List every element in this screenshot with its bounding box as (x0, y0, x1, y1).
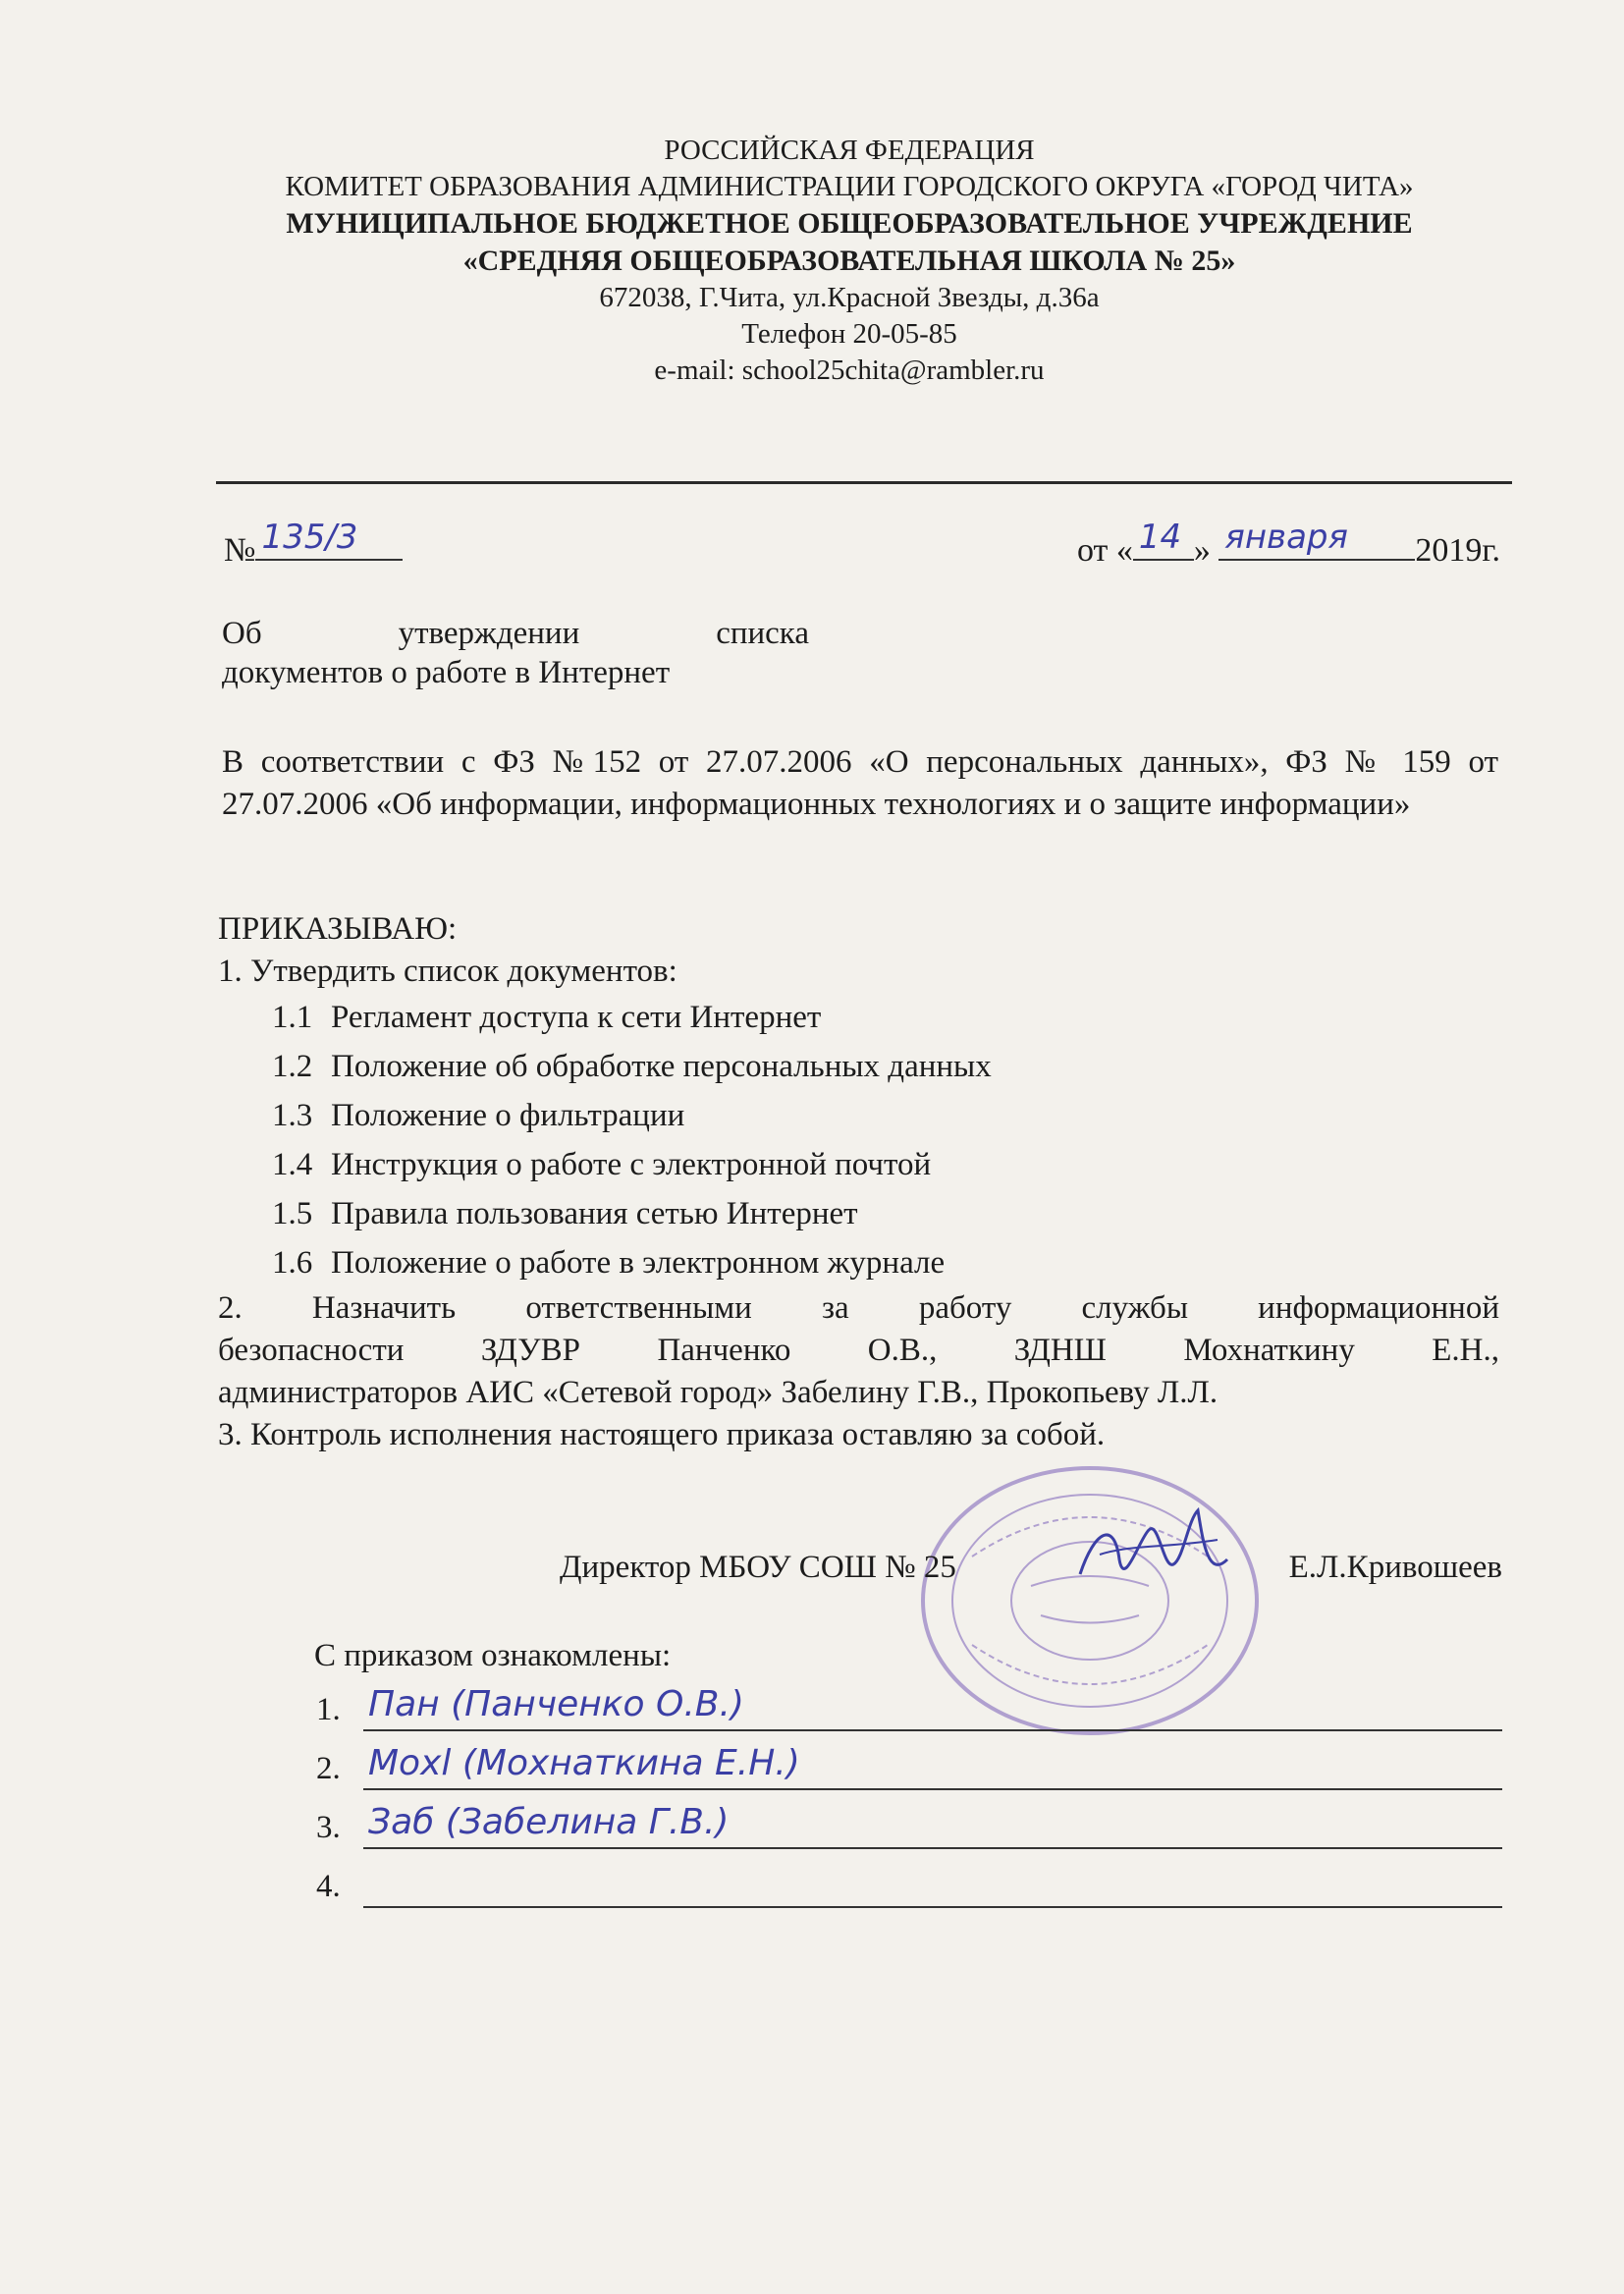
institution-line-1: МУНИЦИПАЛЬНОЕ БЮДЖЕТНОЕ ОБЩЕОБРАЗОВАТЕЛЬНОЕ УЧРЕЖДЕНИЕ (286, 207, 1413, 240)
list-item: 1.6 Положение о работе в электронном журнале (272, 1245, 946, 1281)
handwritten-month: января (1224, 518, 1348, 557)
year-text: 2019г. (1415, 532, 1500, 569)
order-heading: ПРИКАЗЫВАЮ: (218, 911, 458, 947)
number-sign: № (224, 532, 256, 569)
list-item: 1.1 Регламент доступа к сети Интернет (272, 1000, 822, 1035)
director-title: Директор МБОУ СОШ № 25 (560, 1550, 956, 1585)
subject-word-2: утверждении (398, 616, 580, 651)
handwritten-signature: Заб (Забелина Г.В.) (368, 1802, 730, 1842)
committee-line: КОМИТЕТ ОБРАЗОВАНИЯ АДМИНИСТРАЦИИ ГОРОДСКОГО ОКРУГА «ГОРОД ЧИТА» (285, 171, 1414, 202)
signature-line: 3. Заб (Забелина Г.В.) (314, 1800, 1502, 1859)
subject-word-3: списка (716, 616, 809, 651)
order-number-date-row (224, 518, 1500, 584)
handwritten-signature: Мохl (Мохнаткина Е.Н.) (368, 1743, 800, 1783)
order-number (224, 518, 403, 570)
number-blank (255, 518, 403, 561)
institution-line-2: «СРЕДНЯЯ ОБЩЕОБРАЗОВАТЕЛЬНАЯ ШКОЛА № 25» (462, 245, 1236, 277)
subject-line-2: документов о работе в Интернет (222, 655, 671, 690)
list-item: 1.5 Правила пользования сетью Интернет (272, 1196, 858, 1231)
order-item-3: 3. Контроль исполнения настоящего приказа оставляю за собой. (218, 1417, 1106, 1452)
list-item: 1.4 Инструкция о работе с электронной почтой (272, 1147, 932, 1182)
signature-line: 4. (314, 1859, 1502, 1918)
order-subject (222, 614, 811, 692)
list-item: 1.2 Положение об обработке персональных данных (272, 1049, 992, 1084)
signature-line: 2. Мохl (Мохнаткина Е.Н.) (314, 1741, 1502, 1800)
date-prefix: от « (1076, 532, 1133, 569)
country-line: РОССИЙСКАЯ ФЕДЕРАЦИЯ (664, 135, 1035, 166)
handwritten-order-number: 135/3 (261, 518, 358, 557)
order-item-2-line-1: 2. Назначить ответственными за работу службы информационной (218, 1290, 1499, 1326)
order-item-1: 1. Утвердить список документов: (218, 954, 677, 989)
email-line: e-mail: school25chita@rambler.ru (654, 355, 1045, 386)
day-blank (1133, 518, 1194, 561)
order-body (218, 908, 1499, 1456)
list-item: 1.3 Положение о фильтрации (272, 1098, 685, 1133)
order-date (1076, 518, 1500, 570)
phone-line: Телефон 20-05-85 (741, 318, 957, 350)
signature-line: 1. Пан (Панченко О.В.) (314, 1682, 1502, 1741)
handwritten-day: 14 (1138, 518, 1182, 557)
month-blank (1218, 518, 1415, 561)
director-signature (1070, 1501, 1237, 1609)
preamble-paragraph: В соответствии с ФЗ №152 от 27.07.2006 «О персональных данных», ФЗ № 159 от 27.07.2006 «Об информации, информационных технологиях и о защите информации» (222, 744, 1498, 822)
letterhead (196, 133, 1502, 389)
director-name: Е.Л.Кривошеев (1288, 1550, 1502, 1585)
handwritten-signature: Пан (Панченко О.В.) (368, 1684, 744, 1724)
acknowledgement-block (314, 1638, 1502, 1918)
acknowledgement-heading: С приказом ознакомлены: (314, 1638, 672, 1673)
header-divider (216, 481, 1512, 484)
address-line: 672038, Г.Чита, ул.Красной Звезды, д.36а (599, 282, 1100, 313)
date-quote-close: » (1193, 532, 1211, 569)
order-item-2-line-2: безопасности ЗДУВР Панченко О.В., ЗДНШ Мохнаткину Е.Н., (218, 1333, 1499, 1368)
order-item-2-line-3: администраторов АИС «Сетевой город» Забелину Г.В., Прокопьеву Л.Л. (218, 1375, 1218, 1410)
subject-word-1: Об (222, 616, 262, 651)
